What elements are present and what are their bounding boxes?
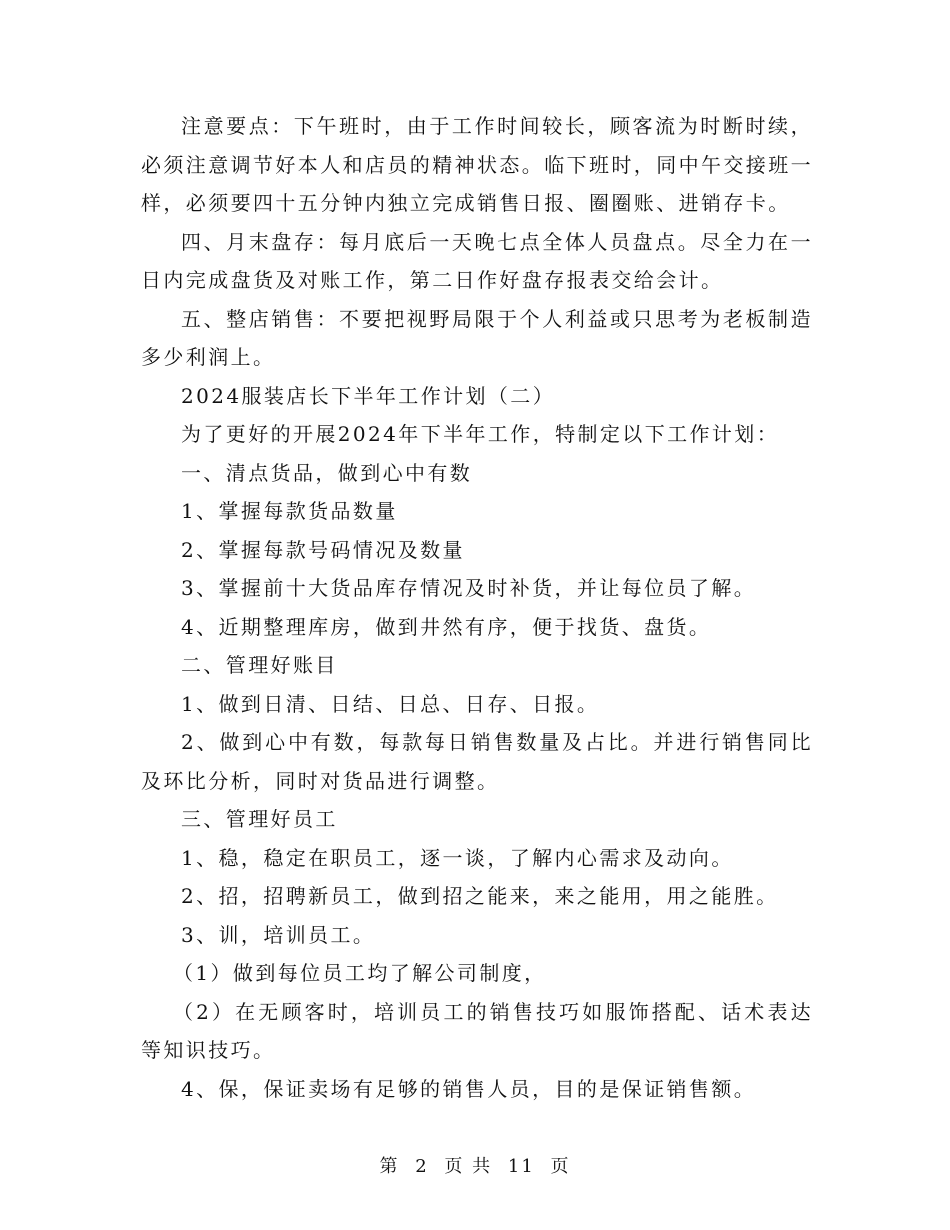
footer-prefix: 第 [379,1156,400,1177]
sub-list-item: （1）做到每位员工均了解公司制度， [173,961,547,985]
paragraph: 为了更好的开展2024年下半年工作，特制定以下工作计划： [181,422,780,446]
paragraph: 注意要点：下午班时，由于工作时间较长，顾客流为时断时续，必须注意调节好本人和店员的精神状态。临下班时，同中午交接班一样，必须要四十五分钟内独立完成销售日报、圈圈账、进销存卡。 [141,114,813,215]
list-item: 2、掌握每款号码情况及数量 [181,537,465,562]
list-item: 1、稳，稳定在职员工，逐一谈，了解内心需求及动向。 [181,845,734,870]
list-item: 2、做到心中有数，每款每日销售数量及占比。并进行销售同比及环比分析，同时对货品进行调整。 [141,730,813,793]
list-item: 3、掌握前十大货品库存情况及时补货，并让每位员了解。 [181,576,757,600]
list-item: 4、近期整理库房，做到井然有序，便于找货、盘货。 [181,614,712,639]
section-heading: 一、清点货品，做到心中有数 [181,460,473,485]
section-heading: 二、管理好账目 [181,653,338,677]
document-body [141,107,813,1108]
list-item: 1、掌握每款货品数量 [181,499,398,523]
footer-suffix: 页 [550,1156,571,1177]
sub-list-item: （2）在无顾客时，培训员工的销售技巧如服饰搭配、话术表达等知识技巧。 [141,999,813,1062]
list-item: 4、保，保证卖场有足够的销售人员，目的是保证销售额。 [181,1076,757,1101]
list-item: 2、招，招聘新员工，做到招之能来，来之能用，用之能胜。 [181,884,779,908]
list-item: 3、训，培训员工。 [181,922,376,947]
section-heading: 2024服装店长下半年工作计划（二） [181,383,556,408]
paragraph: 四、月末盘存：每月底后一天晚七点全体人员盘点。尽全力在一日内完成盘货及对账工作，第二日作好盘存报表交给会计。 [141,229,813,292]
page-number: 2 [415,1156,429,1177]
list-item: 1、做到日清、日结、日总、日存、日报。 [181,691,600,716]
footer-middle: 页 共 [444,1156,493,1177]
total-pages: 11 [507,1156,535,1177]
page-footer [0,1152,950,1178]
section-heading: 三、管理好员工 [181,807,338,831]
paragraph: 五、整店销售：不要把视野局限于个人利益或只思考为老板制造多少利润上。 [141,306,813,369]
